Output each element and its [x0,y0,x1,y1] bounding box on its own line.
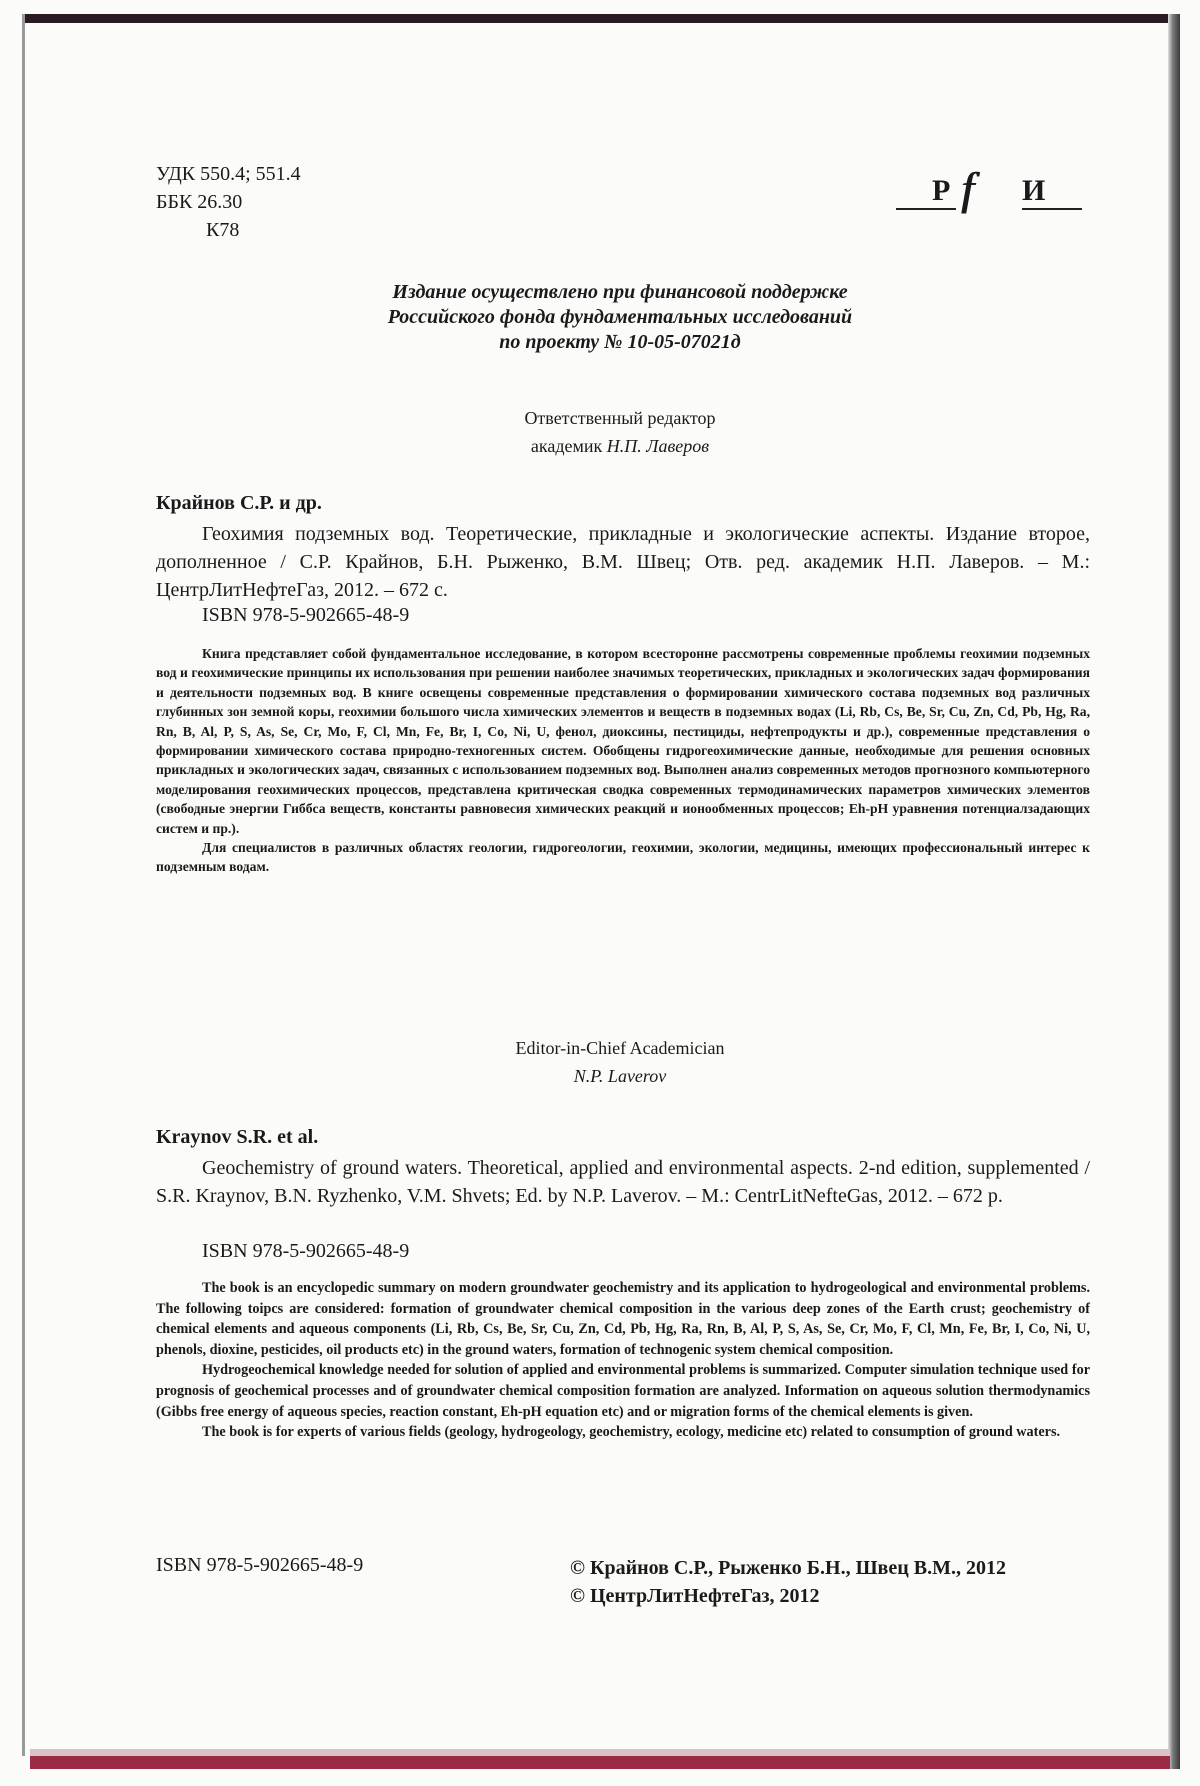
rffi-logo-icon [896,166,1082,236]
classification-codes [156,160,301,244]
copyright-authors: © Крайнов С.Р., Рыженко Б.Н., Швец В.М., 2012 [570,1557,1006,1579]
copyright-block [570,1554,1006,1610]
udk-code: УДК 550.4; 551.4 [156,163,301,185]
editor-ru-title: Ответственный редактор [524,408,716,428]
isbn-ru: ISBN 978-5-902665-48-9 [202,604,410,626]
funding-line-3: по проекту № 10-05-07021д [499,331,741,353]
funding-note [150,280,1090,355]
abstract-ru [156,644,1090,877]
author-ru: Крайнов С.Р. и др. [156,492,322,514]
abstract-ru-paragraph-2: Для специалистов в различных областях геологии, гидрогеологии, геохимии, экологии, медицины, имеющих профессиональный интерес к подземным водам. [156,840,1090,875]
page-bottom-edge [30,1756,1170,1769]
logo-line-left [896,208,956,210]
abstract-ru-paragraph-1: Книга представляет собой фундаментальное исследование, в котором всесторонне рассмотрены современные проблемы геохимии подземных вод и геохимические принципы их использования при решении наиболее значимых теоретических, прикладных и экологических задач формирования и деятельности подземных вод. В книге освещены современные представления о формировании химического состава подземных вод различных глубинных зон земной коры, геохимии большого числа химических элементов и веществ в подземных водах (Li, Rb, Cs, Be, Sr, Cu, Zn, Cd, Pb, Hg, Ra, Rn, B, Al, P, S, As, Se, Cr, Mo, F, Cl, Mn, Fe, Br, I, Co, Ni, U, фенол, диоксины, пестициды, нефтепродукты и др.), современные представления о формировании химического состава природно-техногенных систем. Обобщены гидрогеохимические данные, необходимые для решения основных прикладных и экологических задач, связанных с использованием подземных вод. Выполнен анализ современных методов прогнозного компьютерного моделирования геохимических процессов, представлена критическая сводка современных термодинамических параметров химических элементов (свободные энергии Гиббса веществ, константы равновесия химических реакций и ионообменных процессов; Eh-pH уравнения потенциалзадающих систем и пр.). [156,646,1090,836]
page-top-edge [22,14,1170,23]
editor-ru-line [150,432,1090,460]
page-right-edge [1168,14,1180,1769]
abstract-en-paragraph-2: Hydrogeochemical knowledge needed for solution of applied and environmental problems is summarized. Computer simulation technique used for prognosis of geochemical processes and of groundwater chemical composition formation are analyzed. Information on aqueous solution thermodynamics (Gibbs free energy of aqueous species, reaction constant, Eh-pH equation etc) and or migration forms of the chemical elements is given. [156,1362,1090,1420]
author-en: Kraynov S.R. et al. [156,1126,319,1148]
editor-en [150,1034,1090,1090]
footer-isbn: ISBN 978-5-902665-48-9 [156,1554,364,1576]
logo-letter-i: И [1022,174,1046,207]
editor-ru-prefix: академик [530,436,607,456]
page-left-edge [22,14,25,1756]
bbk-code: ББК 26.30 [156,191,243,213]
funding-line-1: Издание осуществлено при финансовой поддержке [392,281,848,303]
abstract-en-paragraph-3: The book is for experts of various fields (geology, hydrogeology, geochemistry, ecology, medicine etc) related to consumption of ground waters. [202,1424,1061,1441]
editor-en-name: N.P. Laverov [573,1066,667,1086]
editor-ru-name: Н.П. Лаверов [606,436,710,456]
page-bottom-shadow [30,1749,1170,1756]
abstract-en [156,1278,1090,1443]
bibliographic-record-en: Geochemistry of ground waters. Theoretical, applied and environmental aspects. 2-nd edition, supplemented / S.R. Kraynov, B.N. Ryzhenko, V.M. Shvets; Ed. by N.P. Laverov. – M.: CentrLitNefteGas, 2012. – 672 p. [156,1157,1090,1207]
editor-en-title: Editor-in-Chief Academician [515,1038,725,1058]
author-mark: К78 [206,219,240,241]
funding-line-2: Российского фонда фундаментальных исследований [387,306,853,328]
editor-ru [150,404,1090,460]
logo-letter-r: Р [932,174,951,207]
logo-line-right [1022,208,1082,210]
isbn-en: ISBN 978-5-902665-48-9 [202,1240,410,1262]
copyright-publisher: © ЦентрЛитНефтеГаз, 2012 [570,1585,820,1607]
bibliographic-record-ru: Геохимия подземных вод. Теоретические, прикладные и экологические аспекты. Издание второе, дополненное / С.Р. Крайнов, Б.Н. Рыженко, В.М. Швец; Отв. ред. академик Н.П. Лаверов. – М.: ЦентрЛитНефтеГаз, 2012. – 672 с. [156,523,1090,601]
abstract-en-paragraph-1: The book is an encyclopedic summary on modern groundwater geochemistry and its application to hydrogeological and environmental problems. The following toipcs are considered: formation of groundwater chemical composition in the various deep zones of the Earth crust; geochemistry of chemical elements and aqueous components (Li, Rb, Cs, Be, Sr, Cu, Zn, Cd, Pb, Hg, Ra, Rn, B, Al, P, S, As, Se, Cr, Mo, F, Cl, Mn, Fe, Br, I, Co, Ni, U, phenols, dioxine, pesticides, oil products etc) in the ground waters, formation of technogenic system chemical composition. [156,1280,1090,1358]
